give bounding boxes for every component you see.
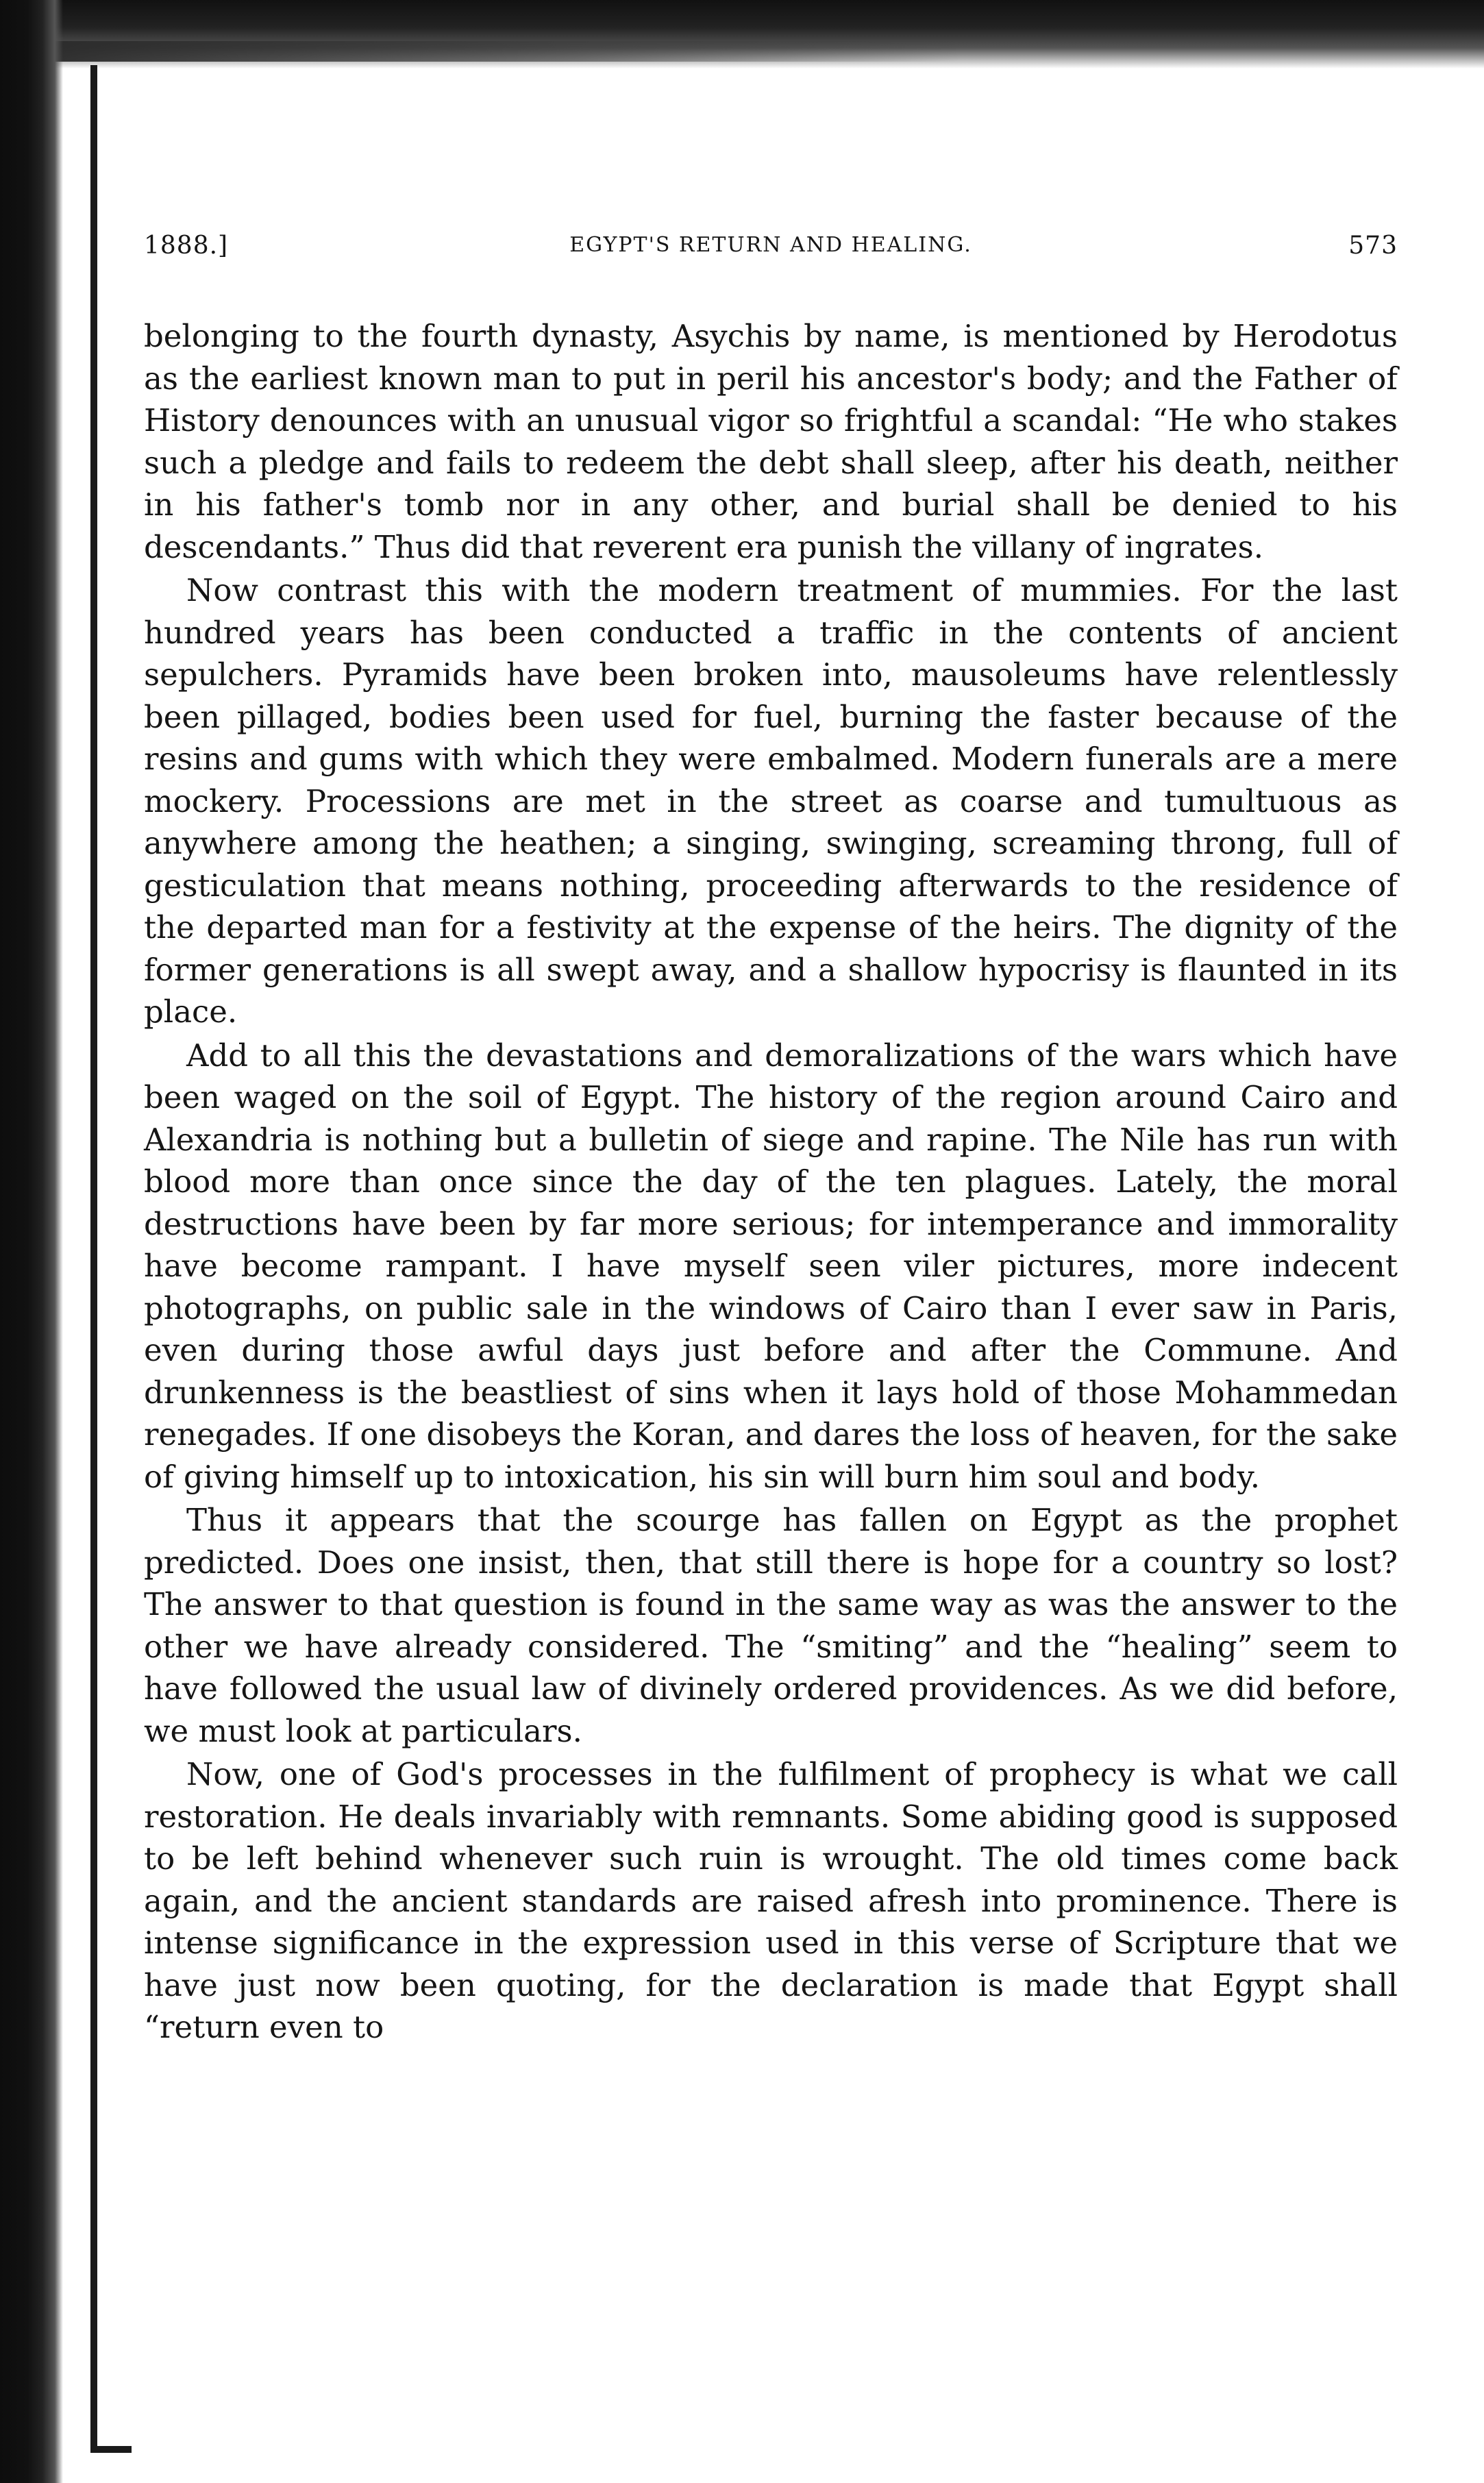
scan-top-shadow: [0, 41, 959, 62]
paragraph: Now contrast this with the modern treatment of mummies. For the last hundred years has been conducted a traffic in the contents of ancient sepulchers. Pyramids have been broken into, mausoleums have relentlessly been pillaged, bodies been used for fuel, burning the faster because of the resins and gums with which they were embalmed. Modern funerals are a mere mockery. Processions are met in the street as coarse and tumultuous as anywhere among the heathen; a singing, swinging, screaming throng, full of gesticulation that means nothing, proceeding afterwards to the residence of the departed man for a festivity at the expense of the heirs. The dignity of the former generations is all swept away, and a shallow hypocrisy is flaunted in its place.: [144, 572, 1398, 1030]
page-corner-mark: [90, 2446, 132, 2453]
scan-left-edge: [0, 0, 63, 2483]
running-header: [144, 232, 1398, 280]
paragraph: Now, one of God's processes in the fulfilment of prophecy is what we call restoration. He deals invariably with remnants. Some abiding good is supposed to be left behind whenever such ruin is wrought. The old times come back again, and the ancient standards are raised afresh into prominence. There is intense significance in the expression used in this verse of Scripture that we have just now been quoting, for the declaration is made that Egypt shall “return even to: [144, 1756, 1398, 2045]
paragraph: Thus it appears that the scourge has fallen on Egypt as the prophet predicted. Does one insist, then, that still there is hope for a country so lost? The answer to that question is found in the same way as was the answer to the other we have already considered. The “smiting” and the “healing” seem to have followed the usual law of divinely ordered providences. As we did before, we must look at particulars.: [144, 1502, 1398, 1749]
page-binding-line: [90, 65, 97, 2449]
header-year: 1888.]: [144, 232, 229, 260]
header-page-number: 573: [1348, 232, 1398, 260]
page-body: [144, 315, 1398, 2049]
book-page: [144, 232, 1398, 2049]
paragraph: Add to all this the devastations and demoralizations of the wars which have been waged on the soil of Egypt. The history of the region around Cairo and Alexandria is nothing but a bulletin of siege and rapine. The Nile has run with blood more than once since the day of the ten plagues. Lately, the moral destructions have been by far more serious; for intemperance and immorality have become rampant. I have myself seen viler pictures, more indecent photographs, on public sale in the windows of Cairo than I ever saw in Paris, even during those awful days just before and after the Commune. And drunkenness is the beastliest of sins when it lays hold of those Mohammedan renegades. If one disobeys the Koran, and dares the loss of heaven, for the sake of giving himself up to intoxication, his sin will burn him soul and body.: [144, 1037, 1398, 1495]
paragraph: belonging to the fourth dynasty, Asychis by name, is mentioned by Herodotus as the earliest known man to put in peril his ancestor's body; and the Father of History denounces with an unusual vigor so frightful a scandal: “He who stakes such a pledge and fails to redeem the debt shall sleep, after his death, neither in his father's tomb nor in any other, and burial shall be denied to his descendants.” Thus did that reverent era punish the villany of ingrates.: [144, 318, 1398, 565]
header-title: EGYPT'S RETURN AND HEALING.: [569, 233, 972, 257]
